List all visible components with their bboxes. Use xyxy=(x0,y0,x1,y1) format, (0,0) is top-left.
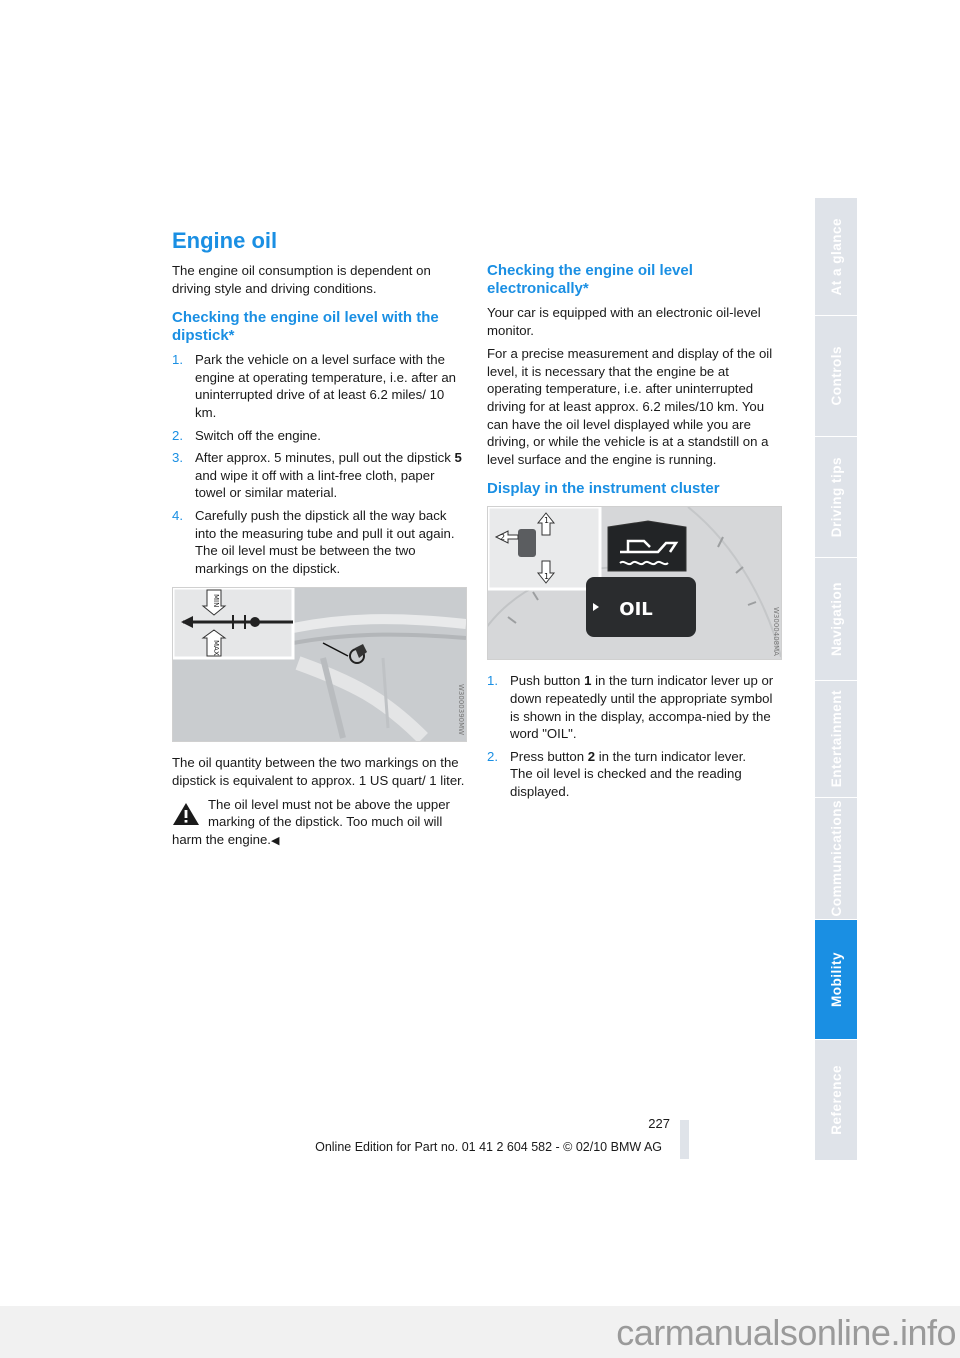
step-text: in the turn indicator lever. xyxy=(595,748,747,764)
quantity-note: The oil quantity between the two markings on the dipstick is equivalent to approx. 1 US quart/ 1 liter. xyxy=(172,755,465,788)
tab-controls[interactable] xyxy=(815,316,857,437)
step-number: 1. xyxy=(172,352,183,368)
dipstick-heading: Checking the engine oil level with the dipstick* xyxy=(172,309,439,345)
instrument-cluster-illustration xyxy=(487,506,782,660)
list-item xyxy=(172,351,466,421)
step-text: Push button xyxy=(510,673,585,689)
list-item xyxy=(172,507,466,577)
tab-label: Driving tips xyxy=(828,456,844,538)
step-text: The oil level is checked and the reading displayed. xyxy=(510,766,742,799)
callout-1: 1 xyxy=(544,516,550,526)
tab-communications[interactable] xyxy=(815,798,857,920)
electronic-paragraph: Your car is equipped with an electronic oil-level monitor. xyxy=(487,305,761,338)
tab-label: At a glance xyxy=(828,217,844,296)
tab-driving-tips[interactable] xyxy=(815,437,857,558)
figure-code: W3000408MA xyxy=(772,607,780,657)
step-text: in the turn indicator lever up or down repeatedly until the appropriate symbol is shown in the display, accompa-nied by the word "OIL". xyxy=(510,673,774,742)
page-marker xyxy=(680,1120,689,1159)
step-number: 2. xyxy=(172,427,183,443)
tab-label: Reference xyxy=(828,1065,844,1135)
edition-footer: Online Edition for Part no. 01 41 2 604 582 - © 02/10 BMW AG xyxy=(315,1140,662,1154)
callout-1-lower: 1 xyxy=(544,572,550,582)
intro-paragraph: The engine oil consumption is dependent on driving style and driving conditions. xyxy=(172,263,431,296)
step-text: After approx. 5 minutes, pull out the dipstick xyxy=(195,450,455,466)
tab-label: Communications xyxy=(828,800,844,917)
tab-at-a-glance[interactable] xyxy=(815,198,857,316)
tab-entertainment[interactable] xyxy=(815,681,857,798)
dipstick-steps xyxy=(172,351,466,577)
warning-text-tail xyxy=(172,831,466,851)
callout-number: 2 xyxy=(587,748,596,764)
cluster-heading: Display in the instrument cluster xyxy=(487,480,720,498)
step-number: 4. xyxy=(172,507,183,523)
tab-label: Controls xyxy=(828,346,844,406)
list-item xyxy=(487,672,781,742)
right-column xyxy=(487,262,781,811)
step-number: 3. xyxy=(172,450,183,466)
warning-triangle-icon xyxy=(172,802,200,826)
watermark-banner xyxy=(0,1306,960,1358)
instrument-cluster-diagram xyxy=(488,507,781,659)
step-text: Park the vehicle on a level surface with the engine at operating temperature, i.e. after an uninterrupted drive of at least 6.2 miles/ 10 km. xyxy=(195,352,456,420)
step-text: The oil level must be between the two markings on the dipstick. xyxy=(195,543,416,576)
warning-note xyxy=(172,796,466,851)
electronic-heading: Checking the engine oil level electronically* xyxy=(487,262,693,297)
page-title: Engine oil xyxy=(172,228,278,253)
dipstick-diagram xyxy=(173,588,466,741)
end-mark-icon: ◀ xyxy=(270,834,280,847)
tab-mobility[interactable] xyxy=(815,920,857,1040)
tab-reference[interactable] xyxy=(815,1040,857,1161)
left-column xyxy=(172,262,466,850)
list-item xyxy=(172,427,466,445)
callout-2: 2 xyxy=(500,533,506,543)
list-item xyxy=(487,748,781,801)
oil-display-text: OIL xyxy=(619,599,653,621)
warning-text: harm the engine. xyxy=(172,831,271,847)
step-number: 1. xyxy=(487,673,498,689)
min-label: MIN xyxy=(212,594,220,608)
figure-code: W3000390MW xyxy=(457,684,465,736)
watermark-text: carmanualsonline.info xyxy=(616,1312,956,1353)
warning-text: The oil level must not be above the upper marking of the dipstick. Too much oil will xyxy=(208,796,450,830)
max-label: MAX xyxy=(212,640,220,656)
step-text: and wipe it off with a lint-free cloth, paper towel or similar material. xyxy=(195,467,435,501)
tab-navigation[interactable] xyxy=(815,558,857,681)
step-text: Press button xyxy=(510,748,588,764)
tab-label: Mobility xyxy=(828,952,844,1007)
callout-number: 1 xyxy=(584,673,592,689)
step-number: 2. xyxy=(487,748,498,764)
step-text: Switch off the engine. xyxy=(195,427,321,443)
tab-label: Entertainment xyxy=(828,690,844,788)
tab-label: Navigation xyxy=(828,581,844,656)
page-number: 227 xyxy=(648,1116,670,1131)
dipstick-illustration xyxy=(172,587,467,742)
list-item xyxy=(172,449,466,502)
chapter-tabs xyxy=(815,198,857,1160)
callout-number: 5 xyxy=(454,450,462,466)
electronic-paragraph: For a precise measurement and display of the oil level, it is necessary that the engine be at operating temperature, i.e. after uninterrupted driving for at least approx. 6.2 miles/10 km. You can have the oil level displayed while you are driving, or while the vehicle is at a standstill on a level surface and the engine is running. xyxy=(487,346,773,467)
cluster-steps xyxy=(487,672,781,800)
step-text: Carefully push the dipstick all the way back into the measuring tube and pull it out again. xyxy=(195,507,455,541)
